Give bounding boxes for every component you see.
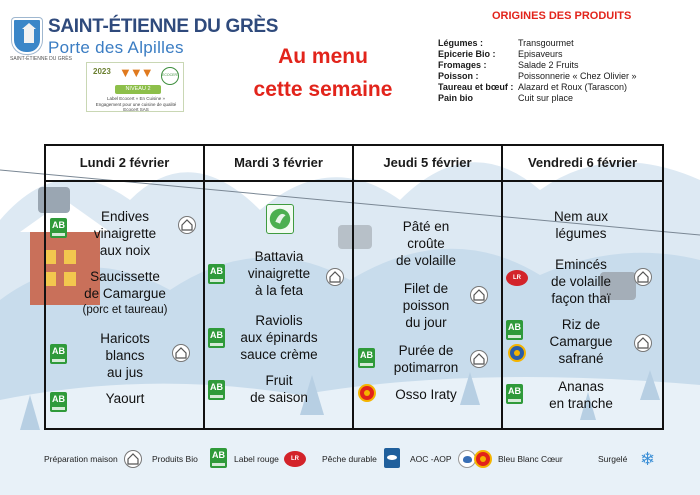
dish-line: Osso Iraty xyxy=(395,387,457,402)
origins-key: Fromages : xyxy=(438,60,487,70)
peche-durable-icon xyxy=(384,448,400,468)
bio-icon: AB xyxy=(358,348,375,368)
dish-line: blancs xyxy=(105,348,145,363)
dish-line: de volaille xyxy=(550,274,612,289)
crest-caption: SAINT-ÉTIENNE DU GRÈS xyxy=(10,56,72,62)
dish-line: Filet de xyxy=(403,281,449,296)
dish-line: safrané xyxy=(558,351,604,366)
dish-line: Ananas xyxy=(558,379,604,394)
homemade-icon xyxy=(634,334,652,352)
label-level: NIVEAU 2 xyxy=(115,85,161,94)
homemade-icon xyxy=(326,268,344,286)
aoc-aop-icon xyxy=(358,384,376,402)
origins-key: Epicerie Bio : xyxy=(438,49,496,59)
dish-friday-starter xyxy=(526,208,636,242)
dish-line: Nem aux xyxy=(553,209,609,224)
menu-table xyxy=(44,144,664,430)
dish-line-small: (porc et taureau) xyxy=(82,304,168,316)
title-line: Au menu xyxy=(278,45,368,68)
dish-line: aux épinards xyxy=(240,330,318,345)
dish-monday-starter xyxy=(70,208,180,259)
legend-label-rouge-label: Label rouge xyxy=(234,454,279,464)
origins-key: Pain bio xyxy=(438,93,474,103)
dish-line: Pâté en xyxy=(402,219,450,234)
origins-value: Alazard et Roux (Tarascon) xyxy=(518,82,628,92)
legend-surgele-label: Surgelé xyxy=(598,454,628,464)
bio-icon: AB xyxy=(50,344,67,364)
page-title xyxy=(228,40,418,106)
snowflake-icon: ❄ xyxy=(640,449,656,469)
dish-line: Fruit xyxy=(265,373,293,388)
legend-bbc-label: Bleu Blanc Cœur xyxy=(498,454,563,464)
dish-tuesday-dessert xyxy=(230,372,328,406)
label-rouge-icon: LR xyxy=(284,451,306,467)
dish-friday-main xyxy=(526,256,636,307)
legend-homemade-label: Préparation maison xyxy=(44,454,118,464)
day-header-friday: Vendredi 6 février xyxy=(527,155,638,170)
dish-line: légumes xyxy=(555,226,607,241)
label-rouge-icon: LR xyxy=(506,270,528,286)
origins-key: Poisson : xyxy=(438,71,479,81)
dish-monday-main xyxy=(66,268,184,319)
dish-line: Haricots xyxy=(100,331,150,346)
dish-line: au jus xyxy=(106,365,144,380)
dish-line: potimarron xyxy=(393,360,459,375)
commune-subtitle: Porte des Alpilles xyxy=(48,38,184,57)
origins-key: Légumes : xyxy=(438,38,484,48)
dish-line: croûte xyxy=(407,236,445,251)
dish-line: poisson xyxy=(402,298,450,313)
aoc-aop-icon xyxy=(474,450,492,468)
dish-thursday-main xyxy=(376,280,476,331)
dish-tuesday-starter xyxy=(220,248,338,299)
origins-key: Taureau et bœuf : xyxy=(438,82,514,92)
dish-thursday-starter xyxy=(376,218,476,269)
dish-line: Camargue xyxy=(549,334,613,349)
label-line: Engagement pour une cuisine de qualité xyxy=(95,102,177,107)
crest-icon xyxy=(12,18,42,54)
bio-icon: AB xyxy=(506,320,523,340)
dish-line: Riz de xyxy=(561,317,601,332)
homemade-icon xyxy=(470,350,488,368)
homemade-icon xyxy=(124,450,142,468)
title-line: cette semaine xyxy=(253,78,393,101)
dish-friday-side xyxy=(526,316,636,367)
dish-thursday-cheese xyxy=(376,386,476,403)
origins-value: Poissonnerie « Chez Olivier » xyxy=(518,71,637,81)
commune-logo xyxy=(6,12,279,132)
bio-icon: AB xyxy=(506,384,523,404)
day-header-monday: Lundi 2 février xyxy=(79,155,170,170)
commune-name: SAINT-ÉTIENNE DU GRÈS xyxy=(48,16,279,37)
origins-value: Salade 2 Fruits xyxy=(518,60,579,70)
day-header-thursday: Jeudi 5 février xyxy=(383,155,472,170)
label-line: Ecocert SAS xyxy=(123,107,149,112)
dish-line: sauce crème xyxy=(240,347,318,362)
dish-monday-dessert xyxy=(76,390,174,407)
homemade-icon xyxy=(470,286,488,304)
dish-line: Raviolis xyxy=(255,313,303,328)
bio-icon: AB xyxy=(208,328,225,348)
leaf-icon xyxy=(266,204,294,234)
day-header-tuesday: Mardi 3 février xyxy=(234,155,323,170)
dish-line: vinaigrette xyxy=(93,226,157,241)
origins-value: Transgourmet xyxy=(518,38,574,48)
dish-line: façon thaï xyxy=(551,291,611,306)
dish-monday-side xyxy=(76,330,174,381)
dish-line: en tranche xyxy=(549,396,613,411)
origins-title: ORIGINES DES PRODUITS xyxy=(492,10,632,22)
bio-icon: AB xyxy=(208,264,225,284)
dish-line: Endives xyxy=(100,209,150,224)
label-line: Label Ecocert « En Cuisine » xyxy=(106,96,166,101)
carrot-icon: ▼▼▼ xyxy=(119,65,152,80)
bio-icon: AB xyxy=(50,218,67,238)
homemade-icon xyxy=(178,216,196,234)
dish-line: de saison xyxy=(250,390,308,405)
dish-line: Saucissette xyxy=(90,269,160,284)
dish-friday-dessert xyxy=(526,378,636,412)
dish-tuesday-main xyxy=(220,312,338,363)
legend-bio-label: Produits Bio xyxy=(152,454,198,464)
dish-line: Yaourt xyxy=(105,391,145,406)
bio-icon: AB xyxy=(50,392,67,412)
origins-value: Episaveurs xyxy=(518,49,563,59)
dish-line: Purée de xyxy=(398,343,454,358)
dish-line: de volaille xyxy=(395,253,457,268)
origins-value: Cuit sur place xyxy=(518,93,574,103)
ecocert-logo: ECOCERT xyxy=(161,67,179,85)
legend-aoc-label: AOC -AOP xyxy=(410,454,452,464)
dish-line: Emincés xyxy=(555,257,607,272)
bio-icon: AB xyxy=(208,380,225,400)
ecocert-label xyxy=(86,62,184,112)
label-year: 2023 xyxy=(93,67,111,76)
igp-icon xyxy=(508,344,526,362)
bio-icon: AB xyxy=(210,448,227,468)
dish-line: Battavia xyxy=(254,249,304,264)
dish-line: vinaigrette xyxy=(247,266,311,281)
dish-thursday-side xyxy=(376,342,476,376)
legend-peche-label: Pêche durable xyxy=(322,454,377,464)
homemade-icon xyxy=(634,268,652,286)
homemade-icon xyxy=(172,344,190,362)
dish-line: de Camargue xyxy=(84,286,166,301)
dish-line: aux noix xyxy=(99,243,151,258)
dish-line: à la feta xyxy=(254,283,304,298)
dish-line: du jour xyxy=(405,315,447,330)
